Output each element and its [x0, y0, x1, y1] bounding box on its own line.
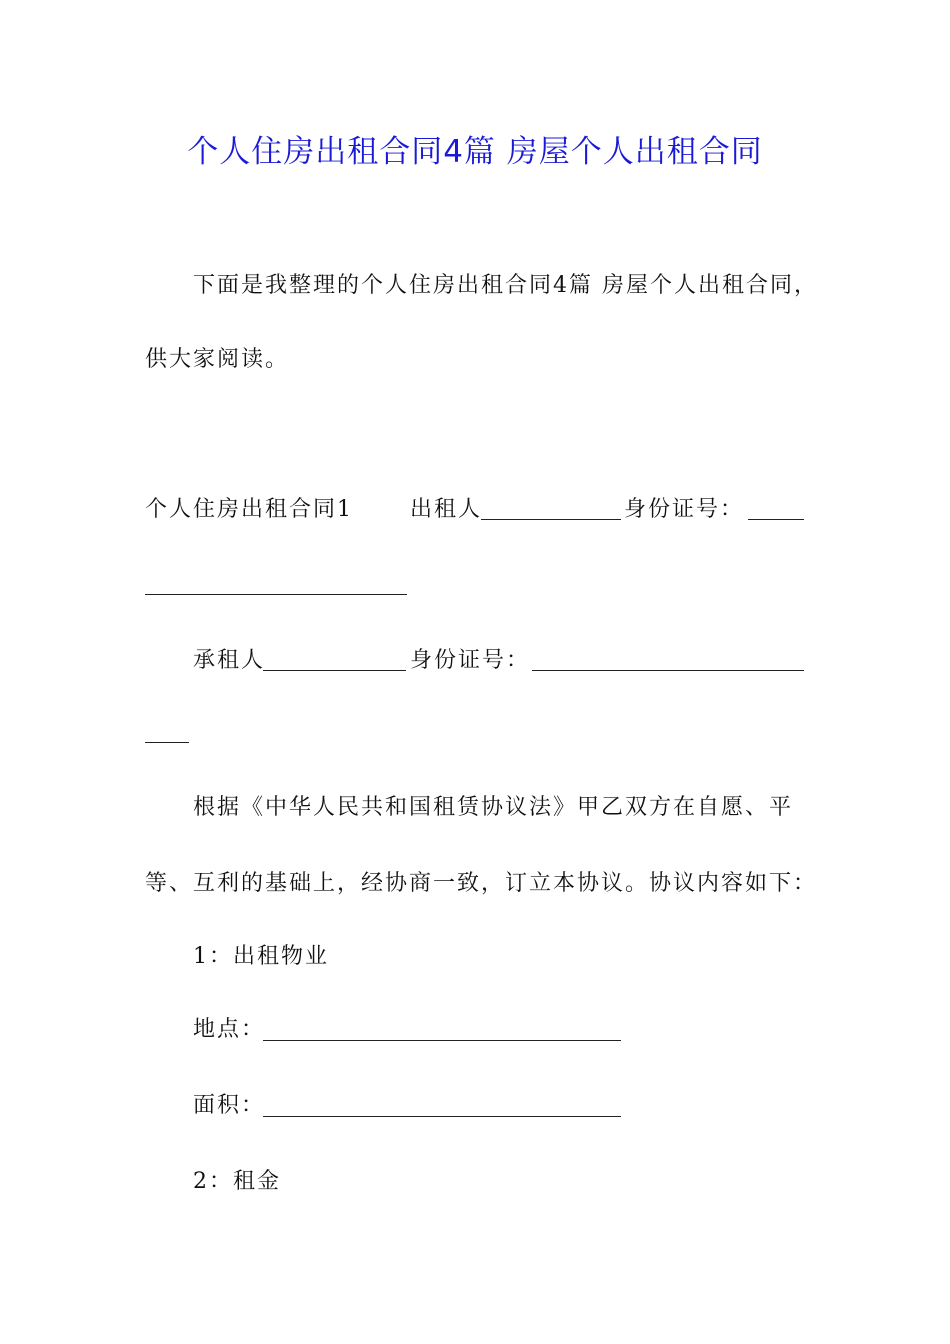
lessee-id-label: 身份证号：	[410, 648, 531, 673]
lessor-id-blank-part-1	[748, 499, 804, 520]
section-heading: 个人住房出租合同1	[145, 497, 353, 522]
lessor-name-blank	[481, 499, 621, 520]
clause-1-heading: 1：出租物业	[193, 944, 329, 969]
lessee-name-blank	[263, 650, 406, 671]
lessee-label: 承租人	[193, 648, 266, 673]
lessor-id-label: 身份证号：	[624, 497, 745, 522]
area-label: 面积：	[193, 1093, 266, 1118]
lessee-id-blank-part-1	[532, 650, 804, 671]
clause-2-heading: 2：租金	[193, 1169, 281, 1194]
document-title: 个人住房出租合同4篇 房屋个人出租合同	[187, 134, 763, 170]
location-label: 地点：	[193, 1017, 266, 1042]
area-blank	[263, 1096, 621, 1117]
intro-paragraph-line-2: 供大家阅读。	[145, 347, 290, 372]
lessor-id-blank-part-2	[145, 574, 407, 595]
intro-paragraph-line-1: 下面是我整理的个人住房出租合同4篇 房屋个人出租合同，	[193, 273, 818, 298]
lessor-label: 出租人	[410, 497, 483, 522]
location-blank	[263, 1020, 621, 1041]
law-paragraph-line-1: 根据《中华人民共和国租赁协议法》甲乙双方在自愿、平	[193, 795, 794, 820]
lessee-id-blank-part-2	[145, 722, 189, 743]
law-paragraph-line-2: 等、互利的基础上，经协商一致，订立本协议。协议内容如下：	[145, 871, 818, 896]
